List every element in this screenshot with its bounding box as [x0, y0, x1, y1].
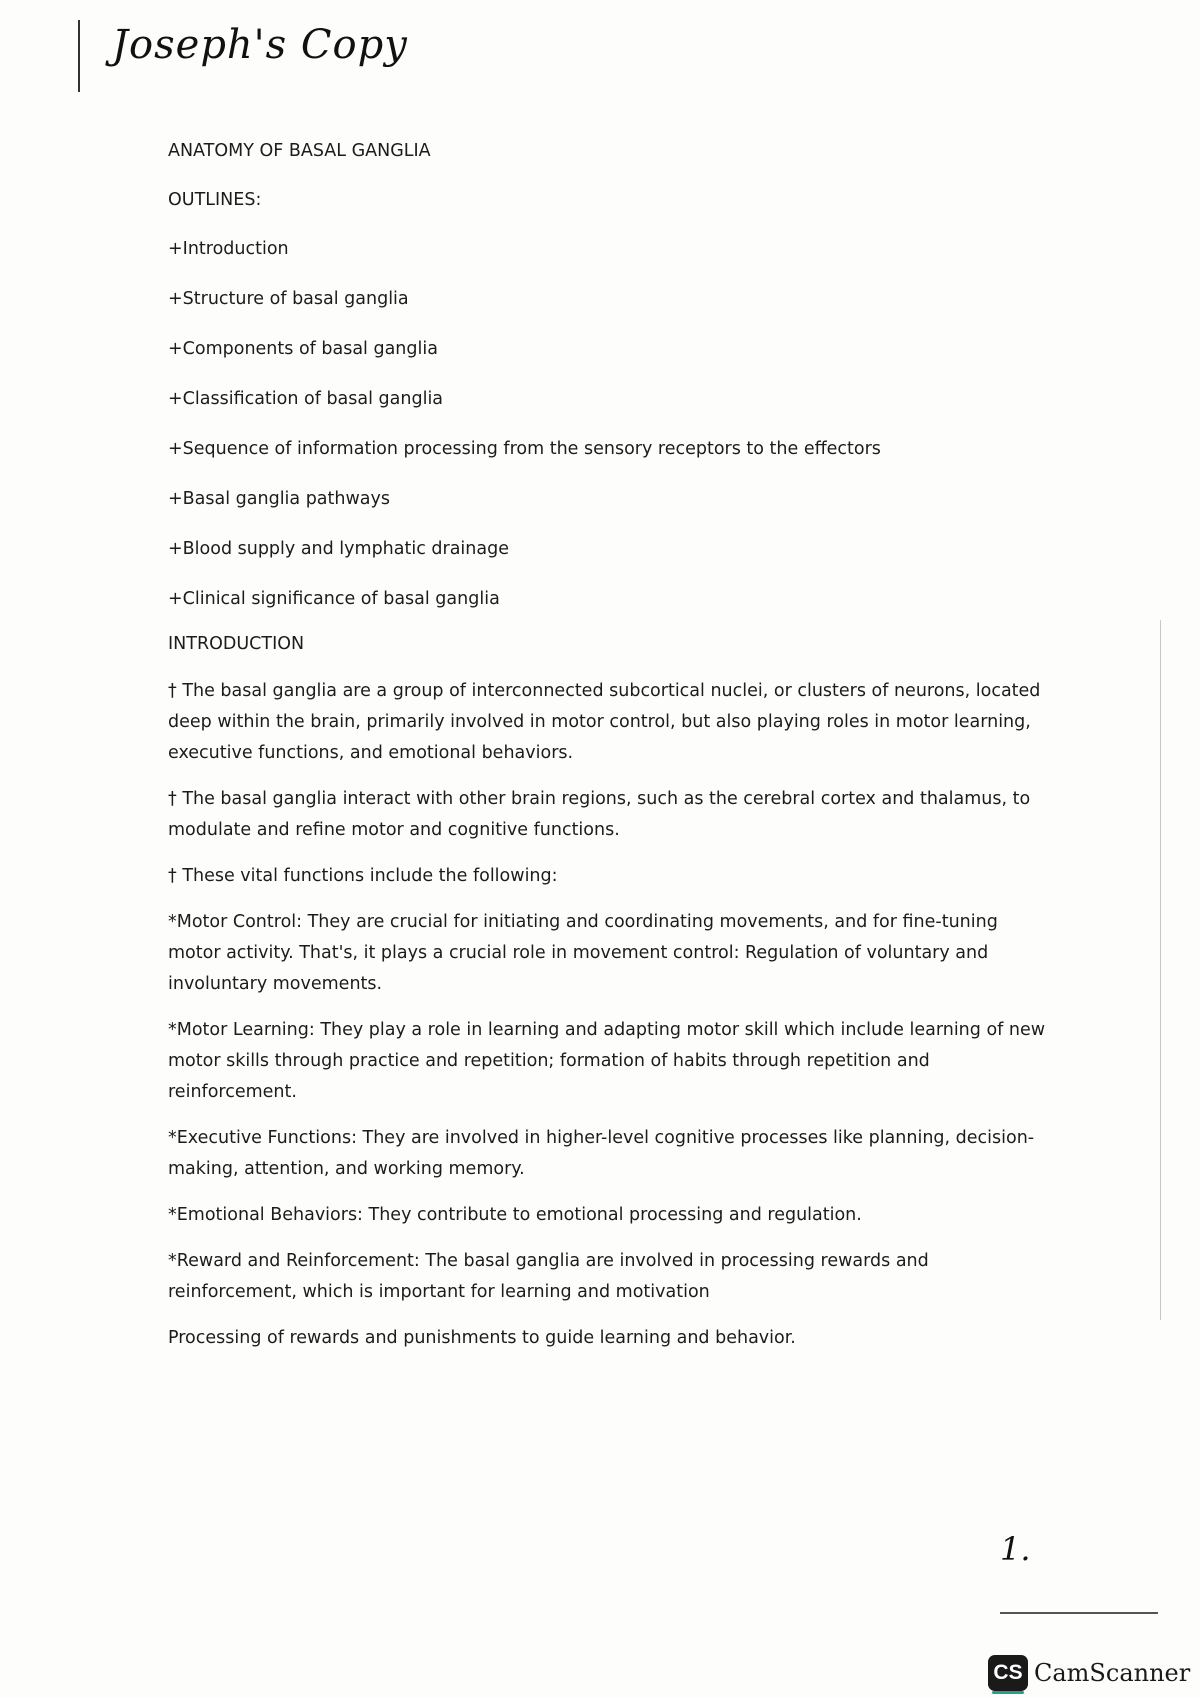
outline-item: +Blood supply and lymphatic drainage [168, 539, 509, 559]
outline-item: +Basal ganglia pathways [168, 489, 390, 509]
paragraph: † The basal ganglia are a group of interconnected subcortical nuclei, or clusters of neurons, located deep within the brain, primarily involved in motor control, but also playing roles in motor learning, executive functions, and emotional behaviors. [168, 681, 1041, 763]
paragraph: Processing of rewards and punishments to guide learning and behavior. [168, 1328, 796, 1348]
outline-item: +Classification of basal ganglia [168, 389, 444, 409]
scan-edge-line [1160, 620, 1161, 1320]
paragraph: *Emotional Behaviors: They contribute to emotional processing and regulation. [168, 1205, 862, 1225]
document-title: ANATOMY OF BASAL GANGLIA [168, 141, 431, 161]
outline-heading: OUTLINES: [168, 190, 262, 210]
camscanner-logo-icon: CS [988, 1655, 1028, 1691]
page-number: 1. [1000, 1530, 1031, 1568]
paragraph: *Motor Control: They are crucial for initiating and coordinating movements, and for fine-tuning motor activity. That's, it plays a crucial role in movement control: Regulation of voluntary and involuntary movements. [168, 912, 998, 994]
document-body [168, 136, 1048, 1369]
footer-rule [1000, 1612, 1158, 1614]
outline-list [168, 234, 1048, 615]
paragraph: † These vital functions include the following: [168, 866, 558, 886]
outline-item: +Structure of basal ganglia [168, 289, 409, 309]
camscanner-name: CamScanner [1034, 1659, 1191, 1687]
paragraph: *Executive Functions: They are involved in higher-level cognitive processes like planning, decision-making, attention, and working memory. [168, 1128, 1035, 1179]
handwritten-note-text: Joseph's Copy [112, 22, 408, 68]
margin-mark [78, 20, 80, 92]
outline-item: +Clinical significance of basal ganglia [168, 589, 500, 609]
outline-item: +Components of basal ganglia [168, 339, 438, 359]
camscanner-watermark [988, 1652, 1190, 1694]
handwritten-note [112, 22, 412, 102]
paragraph: † The basal ganglia interact with other brain regions, such as the cerebral cortex and thalamus, to modulate and refine motor and cognitive functions. [168, 789, 1031, 840]
outline-item: +Introduction [168, 239, 289, 259]
paragraph: *Reward and Reinforcement: The basal ganglia are involved in processing rewards and reinforcement, which is important for learning and motivation [168, 1251, 929, 1302]
introduction-heading: INTRODUCTION [168, 634, 305, 654]
paragraph: *Motor Learning: They play a role in learning and adapting motor skill which include learning of new motor skills through practice and repetition; formation of habits through repetition and reinforcement. [168, 1020, 1046, 1102]
outline-item: +Sequence of information processing from the sensory receptors to the effectors [168, 439, 881, 459]
